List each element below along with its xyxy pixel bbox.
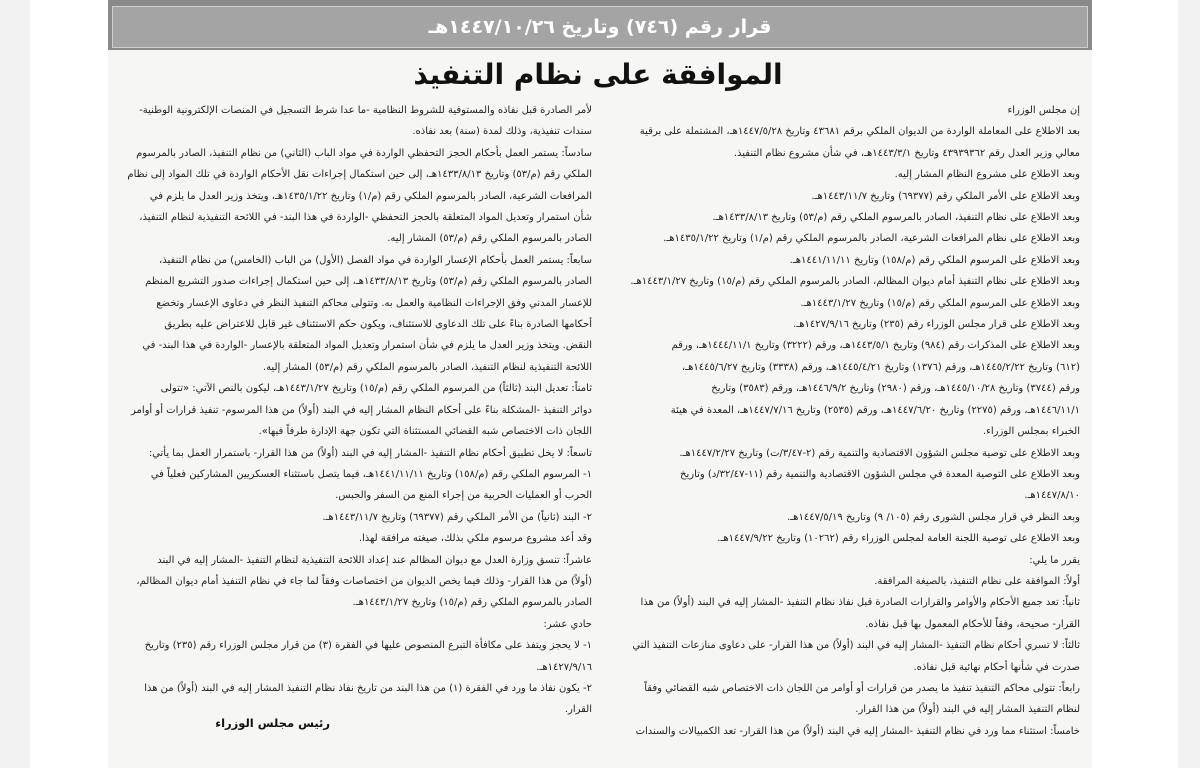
text-line: إن مجلس الوزراء [1007, 105, 1080, 116]
text-line: ١٤٤٦/١١/١هـ، ورقم (٢٢٧٥) وتاريخ ١٤٤٧/٦/٢٠هـ، ورقم (٢٥٣٥) وتاريخ ١٤٤٧/٧/١٦هـ، المعدة في هيئة [670, 404, 1080, 416]
text-line: للإعسار المدني وفق الإجراءات النظامية والعمل به. وتتولى محاكم التنفيذ النظر في دعاوى الإعسار وتخضع [156, 297, 592, 309]
text-line: دوائر التنفيذ -المشكلة بناءً على أحكام النظام المشار إليه في البند (أولاً) من هذا المرسوم- تنفيذ قرارات أو أوامر [130, 404, 592, 416]
decision-banner-frame [112, 6, 1088, 48]
text-line: أحكامها الصادرة بناءً على تلك الدعاوى للاستئناف، ويكون حكم الاستئناف غير قابل للاعتراض عليه بطريق [164, 319, 592, 331]
text-line: وبعد الاطلاع على التوصية المعدة في مجلس الشؤون الاقتصادية والتنمية رقم (١١-٣٢/٤٧/د) وتاريخ [680, 468, 1080, 480]
text-line: القرار. [564, 704, 592, 716]
text-line: يقرر ما يلي: [1029, 554, 1080, 566]
left-text-column [116, 100, 592, 721]
text-line: وبعد الاطلاع على نظام المرافعات الشرعية، الصادر بالمرسوم الملكي رقم (م/١) وتاريخ ١٤٣٥/١/٢٢هـ. [663, 233, 1080, 245]
text-line: بعد الاطلاع على المعاملة الواردة من الديوان الملكي برقم ٤٣٦٨١ وتاريخ ١٤٤٧/٥/٢٨هـ، المشتملة على برقية [639, 126, 1080, 138]
text-line: شأن استمرار وتعديل المواد المتعلقة بالحجز التحفظي -الواردة في هذا البند- في اللائحة التنفيذية لنظام التنفيذ، [139, 212, 592, 224]
text-line: صدرت في شأنها أحكام نهائية قبل نفاذه. [913, 661, 1080, 673]
text-line: رابعاً: تتولى محاكم التنفيذ تنفيذ ما يصدر من قرارات أو أوامر من اللجان ذات الاختصاص شبه القضائي وفقاً [644, 682, 1080, 694]
text-line: ١٤٤٧/٨/١٠هـ. [1024, 490, 1080, 502]
text-line: وبعد الاطلاع على الأمر الملكي رقم (٦٩٣٧٧) وتاريخ ١٤٤٣/١١/٧هـ. [811, 190, 1080, 202]
decision-number-date: قرار رقم (٧٤٦) وتاريخ ١٤٤٧/١٠/٢٦هـ [428, 16, 772, 38]
text-line: أولاً: الموافقة على نظام التنفيذ، بالصيغة المرافقة. [874, 575, 1080, 587]
text-line: اللائحة التنفيذية لنظام التنفيذ، الصادر بالمرسوم الملكي رقم (م/٥٣) المشار إليه. [262, 361, 592, 373]
page-edge-right [1178, 0, 1200, 768]
text-line: ثالثاً: لا تسري أحكام نظام التنفيذ -المشار إليه في البند (أولاً) من هذا القرار- على دعاوى منازعات التنفيذ التي [632, 640, 1080, 652]
text-line: وبعد الاطلاع على المرسوم الملكي رقم (م/١٥٨) وتاريخ ١٤٤١/١١/١١هـ. [789, 254, 1080, 266]
text-line: القرار- صحيحة، وفقاً للأحكام المعمول بها قبل نفاذه. [865, 618, 1080, 630]
text-line: وبعد الاطلاع على نظام التنفيذ أمام ديوان المظالم، الصادر بالمرسوم الملكي رقم (م/١٥) وتاريخ ١٤٤٣/١/٢٧هـ. [630, 276, 1080, 288]
text-line: (٦١٢) وتاريخ ١٤٤٥/٢/٢٢هـ، ورقم (١٣٧٦) وتاريخ ١٤٤٥/٤/٢١هـ، ورقم (٣٣٣٨) وتاريخ ١٤٤٥/٦/٢٧هـ، [681, 361, 1080, 373]
text-line: وبعد الاطلاع على توصية مجلس الشؤون الاقتصادية والتنمية رقم (٢-٣/٤٧/ت) وتاريخ ١٤٤٧/٢/٢٧هـ. [679, 447, 1080, 459]
text-line: سندات تنفيذية، وذلك لمدة (سنة) بعد نفاذه. [412, 126, 592, 138]
text-line: ٢- يكون نفاذ ما ورد في الفقرة (١) من هذا البند من تاريخ نفاذ نظام التنفيذ المشار إليه في البند (أولاً) من هذا [144, 682, 592, 694]
text-line: حادي عشر: [543, 618, 592, 630]
text-line: وبعد الاطلاع على نظام التنفيذ، الصادر بالمرسوم الملكي رقم (م/٥٣) وتاريخ ١٤٣٣/٨/١٣هـ. [712, 212, 1080, 224]
text-line: الخبراء بمجلس الوزراء. [982, 426, 1080, 438]
text-line: وبعد الاطلاع على مشروع النظام المشار إليه. [894, 169, 1080, 181]
text-line: وبعد الاطلاع على توصية اللجنة العامة لمجلس الوزراء رقم (١٠٢٦٢) وتاريخ ١٤٤٧/٩/٢٢هـ. [717, 533, 1080, 545]
text-line: الحرب أو العمليات الحربية من إجراء المنع من السفر والحبس. [335, 490, 592, 502]
text-line: الصادر بالمرسوم الملكي رقم (م/٥٣) المشار إليه. [387, 233, 592, 245]
page-edge-left [0, 0, 30, 768]
text-line: وبعد الاطلاع على قرار مجلس الوزراء رقم (٢٣٥) وتاريخ ١٤٢٧/٩/١٦هـ. [793, 319, 1080, 331]
right-text-column [616, 100, 1080, 742]
text-line: ثانياً: تعد جميع الأحكام والأوامر والقرارات الصادرة قبل نفاذ نظام التنفيذ -المشار إليه في البند (أولاً) من هذا [640, 597, 1080, 609]
text-line: اللجان ذات الاختصاص شبه القضائي المستثناة التي تكون جهة الإدارة طرفاً فيها». [258, 426, 592, 438]
text-line: ثامناً: تعديل البند (ثالثاً) من المرسوم الملكي رقم (م/١٥) وتاريخ ١٤٤٣/١/٢٧هـ، ليكون بالنص الآتي: «تتولى [160, 383, 592, 395]
text-line: ١- لا يحجز ويتفذ على مكافأة التبرع المنصوص عليها في الفقرة (٣) من قرار مجلس الوزراء رقم (٢٣٥) وتاريخ [144, 640, 592, 652]
text-line: وبعد الاطلاع على المرسوم الملكي رقم (م/١٥) وتاريخ ١٤٤٣/١/٢٧هـ. [800, 297, 1080, 309]
decision-banner [108, 0, 1092, 50]
text-line: سابعاً: يستمر العمل بأحكام الإعسار الواردة في مواد الفصل (الأول) من الباب (الخامس) من نظام التنفيذ، [159, 254, 592, 266]
text-line: وقد أعد مشروع مرسوم ملكي بذلك، صيغته مرافقة لهذا. [358, 533, 592, 545]
text-line: معالي وزير العدل رقم ٤٣٩٣٩٣٦٢ وتاريخ ١٤٤٣/٣/١هـ، في شأن مشروع نظام التنفيذ. [733, 147, 1080, 159]
text-line: لنظام التنفيذ المشار إليه في البند (أولاً) من هذا القرار. [855, 704, 1080, 716]
text-line: الملكي رقم (م/٥٣) وتاريخ ١٤٣٣/٨/١٣هـ، إلى حين استكمال إجراءات نقل الأحكام الواردة في تلك المواد إلى نظام [127, 169, 592, 181]
text-line: تاسعاً: لا يخل تطبيق أحكام نظام التنفيذ -المشار إليه في البند (أولاً) من هذا القرار- باستمرار العمل بما يأتي: [148, 447, 592, 459]
text-line: سادساً: يستمر العمل بأحكام الحجز التحفظي الواردة في مواد الباب (الثاني) من نظام التنفيذ، الصادر بالمرسوم [136, 147, 592, 159]
text-line: (أولاً) من هذا القرار- وذلك فيما يخص الديوان من اختصاصات وفقاً لما جاء في نظام التنفيذ أمام ديوان المظالم، [136, 575, 592, 587]
text-line: عاشراً: تنسق وزارة العدل مع ديوان المظالم عند إعداد اللائحة التنفيذية لنظام التنفيذ -المشار إليه في البند [157, 554, 592, 566]
text-line: ٢- البند (ثانياً) من الأمر الملكي رقم (٦٩٣٧٧) وتاريخ ١٤٤٣/١١/٧هـ. [322, 511, 592, 523]
text-line: ١- المرسوم الملكي رقم (م/١٥٨) وتاريخ ١٤٤١/١١/١١هـ، فيما يتصل باستثناء العسكريين المشاركين فعلياً في [150, 468, 592, 480]
signature-line: رئيس مجلس الوزراء [215, 716, 330, 730]
text-line: وبعد الاطلاع على المذكرات رقم (٩٨٤) وتاريخ ١٤٤٣/٥/١هـ، ورقم (٣٢٢٢) وتاريخ ١٤٤٤/١١/١هـ، ورقم [671, 340, 1080, 352]
text-line: وبعد النظر في قرار مجلس الشورى رقم (١٠٥/ ٩) وتاريخ ١٤٤٧/٥/١٩هـ. [787, 511, 1080, 523]
text-line: ورقم (٣٧٤٤) وتاريخ ١٤٤٥/١٠/٢٨هـ، ورقم (٢٩٨٠) وتاريخ ١٤٤٦/٩/٢هـ، ورقم (٣٥٨٣) وتاريخ [711, 383, 1080, 395]
text-line: لأمر الصادرة قبل نفاذه والمستوفية للشروط النظامية -ما عدا شرط التسجيل في المنصات الإلكترونية الوطنية- [139, 105, 592, 116]
text-line: ١٤٢٧/٩/١٦هـ. [536, 661, 592, 673]
text-line: المرافعات الشرعية، الصادر بالمرسوم الملكي رقم (م/١) وتاريخ ١٤٣٥/١/٢٢هـ، ويتخذ وزير العدل ما يلزم في [149, 190, 592, 202]
text-line: الصادر بالمرسوم الملكي رقم (م/١٥) وتاريخ ١٤٤٣/١/٢٧هـ. [352, 597, 592, 609]
decision-title: الموافقة على نظام التنفيذ [413, 58, 783, 91]
text-line: خامساً: استثناء مما ورد في نظام التنفيذ -المشار إليه في البند (أولاً) من هذا القرار- تعد الكمبيالات والسندات [635, 725, 1080, 737]
text-line: الصادر بالمرسوم الملكي رقم (م/٥٣) وتاريخ ١٤٣٣/٨/١٣هـ، إلى حين استكمال إجراءات صدور التشريع المنظم [145, 276, 592, 288]
text-line: النقض. ويتخذ وزير العدل ما يلزم في شأن استمرار وتعديل المواد المتعلقة بالإعسار -الواردة في هذا البند- في [142, 340, 592, 352]
gazette-page [108, 0, 1092, 768]
